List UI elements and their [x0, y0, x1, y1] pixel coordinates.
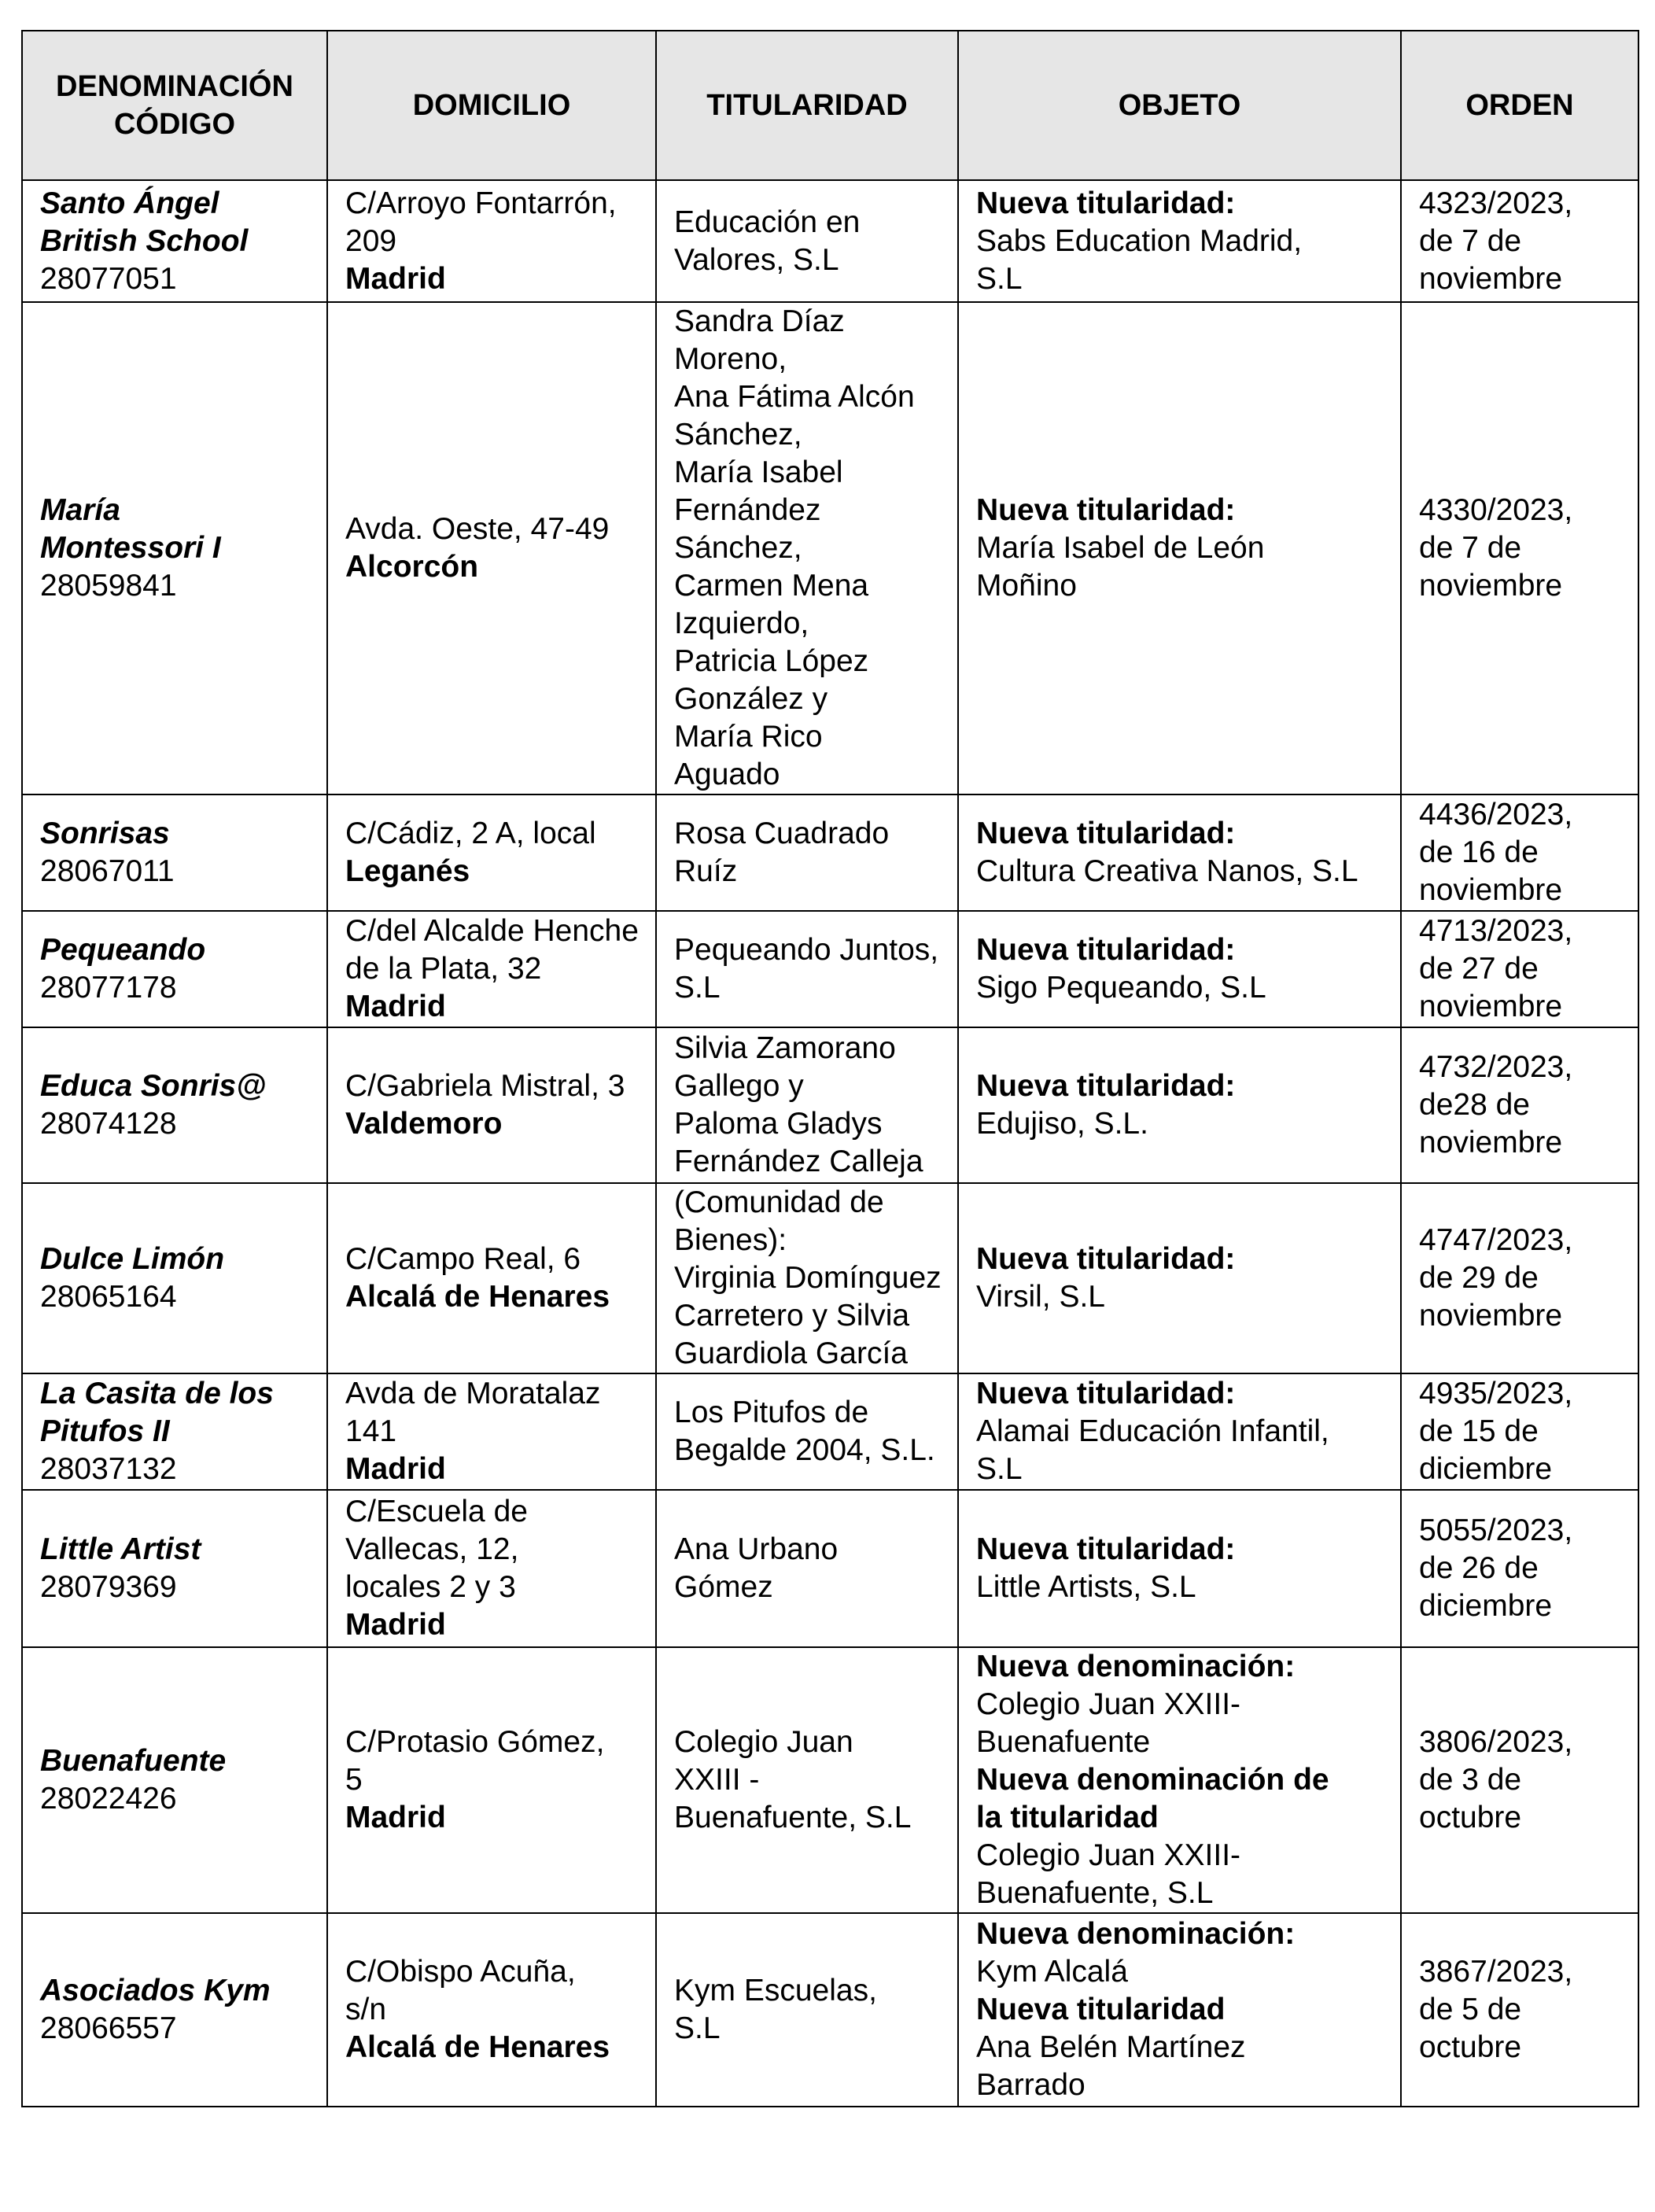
orden-line: de 7 de — [1419, 531, 1522, 565]
orden-line: 4436/2023, — [1419, 798, 1573, 831]
objeto-value: S.L — [976, 261, 1023, 296]
header-denominacion — [22, 31, 327, 180]
titularidad-line: Carretero y Silvia — [674, 1299, 910, 1333]
cell-denominacion — [22, 302, 327, 794]
domicilio-line: C/Gabriela Mistral, 3 — [345, 1069, 625, 1103]
centros-table — [21, 30, 1639, 2107]
titularidad-line: Begalde 2004, S.L. — [674, 1433, 935, 1467]
objeto-value: Colegio Juan XXIII- — [976, 1687, 1241, 1721]
objeto-value: Edujiso, S.L. — [976, 1107, 1148, 1141]
orden-line: noviembre — [1419, 873, 1563, 907]
orden-line: 4935/2023, — [1419, 1377, 1573, 1410]
cell-orden — [1401, 1913, 1638, 2107]
orden-line: noviembre — [1419, 1299, 1563, 1333]
cell-denominacion — [22, 1027, 327, 1183]
cell-objeto — [958, 1647, 1401, 1913]
domicilio-line: Vallecas, 12, — [345, 1532, 519, 1566]
header-domicilio: DOMICILIO — [327, 31, 656, 180]
cell-titularidad — [656, 180, 958, 302]
header-codigo-line: CÓDIGO — [113, 108, 236, 141]
cell-orden — [1401, 302, 1638, 794]
orden-line: de 7 de — [1419, 223, 1522, 258]
cell-orden — [1401, 1027, 1638, 1183]
centro-nombre: Sonrisas — [40, 817, 170, 850]
domicilio-line: C/Cádiz, 2 A, local — [345, 817, 596, 850]
cell-denominacion — [22, 1913, 327, 2107]
objeto-heading: Nueva titularidad: — [976, 817, 1236, 850]
titularidad-line: Sánchez, — [674, 418, 802, 452]
titularidad-line: Guardiola García — [674, 1336, 908, 1370]
cell-titularidad — [656, 1490, 958, 1647]
localidad: Alcorcón — [345, 550, 479, 584]
cell-orden — [1401, 1373, 1638, 1490]
cell-orden — [1401, 1490, 1638, 1647]
objeto-heading: la titularidad — [976, 1801, 1159, 1834]
titularidad-line: Paloma Gladys — [674, 1107, 883, 1141]
cell-titularidad — [656, 1647, 958, 1913]
titularidad-line: Bienes): — [674, 1223, 787, 1257]
centro-codigo: 28066557 — [40, 2011, 177, 2045]
cell-titularidad — [656, 1373, 958, 1490]
orden-line: octubre — [1419, 1801, 1522, 1834]
orden-line: de 15 de — [1419, 1414, 1539, 1448]
titularidad-line: XXIII - — [674, 1763, 760, 1797]
titularidad-line: Buenafuente, S.L — [674, 1801, 912, 1834]
cell-denominacion — [22, 794, 327, 911]
titularidad-line: Fernández — [674, 493, 821, 527]
domicilio-line: C/Protasio Gómez, — [345, 1725, 605, 1759]
domicilio-line: 209 — [345, 223, 397, 258]
titularidad-line: Gallego y — [674, 1069, 804, 1103]
titularidad-line: Fernández Calleja — [674, 1145, 923, 1178]
objeto-heading: Nueva denominación: — [976, 1650, 1296, 1683]
table-row — [22, 1183, 1638, 1373]
titularidad-line: Sandra Díaz — [674, 304, 845, 338]
cell-objeto — [958, 1490, 1401, 1647]
objeto-value: Kym Alcalá — [976, 1955, 1128, 1989]
cell-objeto — [958, 1183, 1401, 1373]
table-body — [22, 180, 1638, 2107]
objeto-value: Little Artists, S.L — [976, 1570, 1196, 1604]
objeto-value: Virsil, S.L — [976, 1280, 1105, 1314]
cell-denominacion — [22, 1647, 327, 1913]
orden-line: diciembre — [1419, 1452, 1553, 1486]
objeto-value: Ana Belén Martínez — [976, 2030, 1246, 2064]
cell-orden — [1401, 1647, 1638, 1913]
centro-nombre: Dulce Limón — [40, 1242, 225, 1276]
domicilio-line: C/del Alcalde Henche — [345, 914, 639, 948]
cell-titularidad — [656, 302, 958, 794]
objeto-heading: Nueva titularidad: — [976, 186, 1236, 220]
orden-line: noviembre — [1419, 990, 1563, 1023]
centro-codigo: 28074128 — [40, 1107, 177, 1141]
localidad: Madrid — [345, 261, 446, 296]
orden-line: noviembre — [1419, 1126, 1563, 1159]
titularidad-line: Virginia Domínguez — [674, 1261, 942, 1295]
centro-codigo: 28022426 — [40, 1782, 177, 1816]
orden-line: 4732/2023, — [1419, 1050, 1573, 1084]
objeto-value: Moñino — [976, 569, 1077, 603]
objeto-heading: Nueva titularidad: — [976, 493, 1236, 527]
orden-line: 4323/2023, — [1419, 186, 1573, 220]
domicilio-line: locales 2 y 3 — [345, 1570, 516, 1604]
cell-objeto — [958, 911, 1401, 1027]
cell-denominacion — [22, 1373, 327, 1490]
table-row — [22, 1373, 1638, 1490]
cell-domicilio — [327, 1647, 656, 1913]
objeto-value: Sabs Education Madrid, — [976, 223, 1303, 258]
centro-nombre: Pequeando — [40, 933, 206, 967]
objeto-heading: Nueva denominación de — [976, 1763, 1329, 1797]
table-row — [22, 911, 1638, 1027]
titularidad-line: Carmen Mena — [674, 569, 869, 603]
cell-denominacion — [22, 911, 327, 1027]
domicilio-line: de la Plata, 32 — [345, 952, 542, 986]
titularidad-line: Colegio Juan — [674, 1725, 853, 1759]
localidad: Madrid — [345, 1608, 446, 1642]
titularidad-line: Gómez — [674, 1570, 773, 1604]
cell-domicilio — [327, 1490, 656, 1647]
localidad: Leganés — [345, 854, 470, 888]
centro-nombre: La Casita de los — [40, 1377, 274, 1410]
objeto-value: S.L — [976, 1452, 1023, 1486]
cell-orden — [1401, 1183, 1638, 1373]
orden-line: de 29 de — [1419, 1261, 1539, 1295]
header-orden: ORDEN — [1401, 31, 1638, 180]
centro-codigo: 28077178 — [40, 971, 177, 1005]
titularidad-line: María Isabel — [674, 455, 843, 489]
orden-line: de 5 de — [1419, 1993, 1522, 2026]
titularidad-line: Ana Urbano — [674, 1532, 839, 1566]
titularidad-line: Sánchez, — [674, 531, 802, 565]
cell-titularidad — [656, 1913, 958, 2107]
titularidad-line: (Comunidad de — [674, 1185, 884, 1219]
domicilio-line: 141 — [345, 1414, 397, 1448]
localidad: Valdemoro — [345, 1107, 503, 1141]
cell-domicilio — [327, 1183, 656, 1373]
cell-titularidad — [656, 911, 958, 1027]
centro-nombre: María — [40, 493, 120, 527]
table-header — [22, 31, 1638, 180]
cell-domicilio — [327, 302, 656, 794]
table-row — [22, 1490, 1638, 1647]
orden-line: de28 de — [1419, 1088, 1530, 1122]
titularidad-line: María Rico — [674, 720, 823, 754]
cell-domicilio — [327, 180, 656, 302]
orden-line: 4747/2023, — [1419, 1223, 1573, 1257]
orden-line: octubre — [1419, 2030, 1522, 2064]
objeto-heading: Nueva titularidad: — [976, 1532, 1236, 1566]
cell-objeto — [958, 180, 1401, 302]
orden-line: de 16 de — [1419, 835, 1539, 869]
objeto-value: María Isabel de León — [976, 531, 1265, 565]
titularidad-line: S.L — [674, 971, 721, 1005]
cell-orden — [1401, 180, 1638, 302]
domicilio-line: 5 — [345, 1763, 363, 1797]
cell-titularidad — [656, 1183, 958, 1373]
orden-line: de 27 de — [1419, 952, 1539, 986]
table-row — [22, 302, 1638, 794]
titularidad-line: Kym Escuelas, — [674, 1974, 877, 2007]
cell-domicilio — [327, 1913, 656, 2107]
centro-codigo: 28065164 — [40, 1280, 177, 1314]
centro-codigo: 28079369 — [40, 1570, 177, 1604]
centro-codigo: 28059841 — [40, 569, 177, 603]
centro-nombre: Pitufos II — [40, 1414, 170, 1448]
cell-objeto — [958, 302, 1401, 794]
cell-domicilio — [327, 1027, 656, 1183]
titularidad-line: Moreno, — [674, 342, 787, 376]
titularidad-line: Ruíz — [674, 854, 738, 888]
centro-nombre: Educa Sonris@ — [40, 1069, 267, 1103]
titularidad-line: S.L — [674, 2011, 721, 2045]
localidad: Madrid — [345, 1801, 446, 1834]
domicilio-line: Avda. Oeste, 47-49 — [345, 512, 610, 546]
orden-line: de 3 de — [1419, 1763, 1522, 1797]
cell-denominacion — [22, 1183, 327, 1373]
objeto-value: Barrado — [976, 2068, 1086, 2102]
localidad: Alcalá de Henares — [345, 1280, 610, 1314]
table-row — [22, 1027, 1638, 1183]
titularidad-line: Educación en — [674, 205, 861, 239]
objeto-heading: Nueva titularidad: — [976, 1377, 1236, 1410]
titularidad-line: Pequeando Juntos, — [674, 933, 939, 967]
objeto-value: Cultura Creativa Nanos, S.L — [976, 854, 1358, 888]
domicilio-line: C/Escuela de — [345, 1495, 528, 1528]
orden-line: 4330/2023, — [1419, 493, 1573, 527]
cell-domicilio — [327, 911, 656, 1027]
orden-line: 4713/2023, — [1419, 914, 1573, 948]
titularidad-line: Ana Fátima Alcón — [674, 380, 915, 414]
cell-denominacion — [22, 180, 327, 302]
titularidad-line: González y — [674, 682, 828, 716]
titularidad-line: Patricia López — [674, 644, 869, 678]
titularidad-line: Los Pitufos de — [674, 1395, 869, 1429]
table-row — [22, 1913, 1638, 2107]
cell-objeto — [958, 794, 1401, 911]
objeto-value: Alamai Educación Infantil, — [976, 1414, 1329, 1448]
localidad: Alcalá de Henares — [345, 2030, 610, 2064]
titularidad-line: Rosa Cuadrado — [674, 817, 890, 850]
header-objeto: OBJETO — [958, 31, 1401, 180]
cell-objeto — [958, 1913, 1401, 2107]
objeto-heading: Nueva titularidad: — [976, 1242, 1236, 1276]
titularidad-line: Izquierdo, — [674, 606, 809, 640]
domicilio-line: C/Campo Real, 6 — [345, 1242, 581, 1276]
orden-line: diciembre — [1419, 1589, 1553, 1623]
orden-line: noviembre — [1419, 261, 1563, 296]
localidad: Madrid — [345, 1452, 446, 1486]
orden-line: noviembre — [1419, 569, 1563, 603]
cell-denominacion — [22, 1490, 327, 1647]
table-row — [22, 180, 1638, 302]
titularidad-line: Valores, S.L — [674, 242, 839, 277]
orden-line: de 26 de — [1419, 1551, 1539, 1585]
orden-line: 3867/2023, — [1419, 1955, 1573, 1989]
objeto-heading: Nueva denominación: — [976, 1917, 1296, 1951]
centro-nombre: Little Artist — [40, 1532, 201, 1566]
domicilio-line: s/n — [345, 1993, 387, 2026]
domicilio-line: C/Obispo Acuña, — [345, 1955, 576, 1989]
table-row — [22, 794, 1638, 911]
cell-objeto — [958, 1027, 1401, 1183]
titularidad-line: Silvia Zamorano — [674, 1031, 896, 1065]
table-row — [22, 1647, 1638, 1913]
cell-titularidad — [656, 794, 958, 911]
cell-orden — [1401, 911, 1638, 1027]
orden-line: 5055/2023, — [1419, 1513, 1573, 1547]
centro-nombre: Santo Ángel — [40, 186, 219, 220]
cell-objeto — [958, 1373, 1401, 1490]
objeto-value: Buenafuente, S.L — [976, 1876, 1214, 1910]
domicilio-line: Avda de Moratalaz — [345, 1377, 601, 1410]
objeto-heading: Nueva titularidad: — [976, 933, 1236, 967]
centro-nombre: Montessori I — [40, 531, 221, 565]
titularidad-line: Aguado — [674, 758, 780, 791]
domicilio-line: C/Arroyo Fontarrón, — [345, 186, 617, 220]
localidad: Madrid — [345, 990, 446, 1023]
header-denominacion-line: DENOMINACIÓN — [56, 70, 293, 103]
objeto-heading: Nueva titularidad — [976, 1993, 1226, 2026]
header-titularidad: TITULARIDAD — [656, 31, 958, 180]
cell-orden — [1401, 794, 1638, 911]
centro-codigo: 28037132 — [40, 1452, 177, 1486]
centro-codigo: 28077051 — [40, 261, 177, 296]
cell-domicilio — [327, 1373, 656, 1490]
centro-nombre: British School — [40, 223, 249, 258]
objeto-value: Sigo Pequeando, S.L — [976, 971, 1266, 1005]
objeto-heading: Nueva titularidad: — [976, 1069, 1236, 1103]
orden-line: 3806/2023, — [1419, 1725, 1573, 1759]
objeto-value: Colegio Juan XXIII- — [976, 1838, 1241, 1872]
header-row — [22, 31, 1638, 180]
centro-nombre: Buenafuente — [40, 1744, 227, 1778]
cell-domicilio — [327, 794, 656, 911]
cell-titularidad — [656, 1027, 958, 1183]
centro-nombre: Asociados Kym — [40, 1974, 271, 2007]
objeto-value: Buenafuente — [976, 1725, 1151, 1759]
centro-codigo: 28067011 — [40, 854, 175, 888]
